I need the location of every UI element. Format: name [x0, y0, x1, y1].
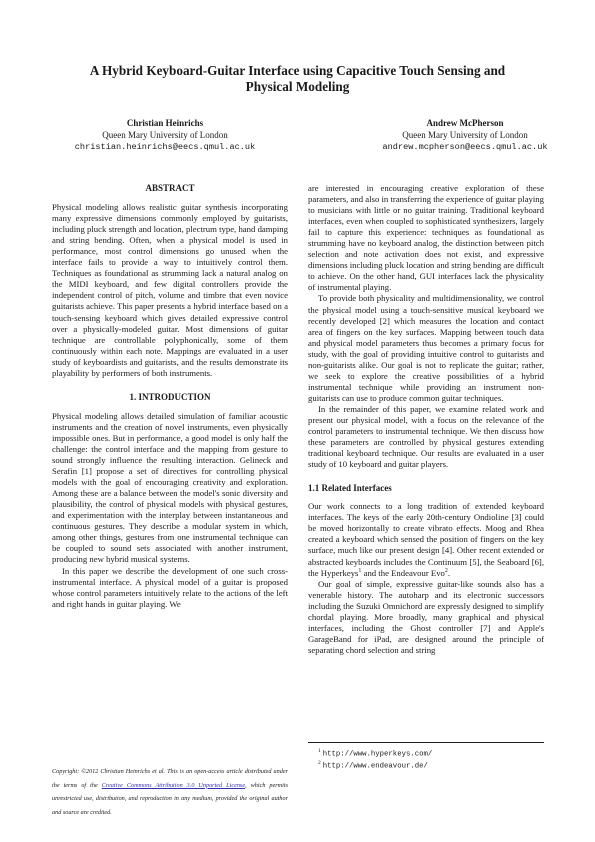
author-name: Christian Heinrichs — [126, 118, 204, 128]
footnote-1 — [308, 747, 544, 759]
intro-paragraph-4: In the remainder of this paper, we examine related work and present our physical model, with a focus on the relevance of the control parameters to instrumental technique. We then discuss how these parameters are controlled by physical gestures extending traditional keyboard technique. Our results are evaluated in a user study of 10 keyboard and guitar players. — [308, 403, 544, 470]
footnotes — [308, 742, 544, 772]
copyright-notice — [52, 765, 288, 819]
author-block-2 — [350, 117, 580, 153]
footnote-mark: 2 — [318, 760, 321, 767]
author-block-1 — [52, 117, 278, 153]
footnote-url[interactable]: http://www.endeavour.de/ — [322, 762, 428, 771]
introduction-heading: 1. INTRODUCTION — [129, 391, 211, 402]
abstract-heading: ABSTRACT — [145, 183, 195, 193]
related-text-a: Our work connects to a long tradition of extended keyboard interfaces. The keys of the early 20th-century Ondioline [3] could be moved horizontally to create vibrato effects. Moog and Rhea created a keyboard which sensed the position of fingers on the key surface, much like our present design [4]. Other recent extended or abstracted keyboards includes the Continuum [5], the Seaboard [6], the Hyperkeys — [308, 501, 544, 578]
left-column — [52, 183, 288, 610]
related-text-b: and the Endeavour Evo — [361, 567, 445, 578]
abstract-text: Physical modeling allows realistic guitar synthesis incorporating many expressive dimensions commonly employed by guitarists, including pluck strength and location, plectrum type, hand damping and string bending. Often, when a physical model is used in performance, most control dimensions go unused when the interface fails to provide a way to intuitively control them. Techniques as foundational as strumming lack a natural analog on the MIDI keyboard, and few digital controllers provide the independent control of pitch, volume and timbre that even novice guitarists achieve. This paper presents a hybrid interface based on a touch-sensing keyboard which gives detailed expressive control over a physically-modeled guitar. Most dimensions of guitar technique are controllable polyphonically, some of them continuously within each note. Mappings are evaluated in a user study of keyboardists and guitarists, and the results demonstrate its playability by performers of both instruments. — [52, 202, 288, 378]
license-link[interactable]: Creative Commons Attribution 3.0 Unported License — [101, 781, 246, 789]
intro-paragraph-2: In this paper we describe the development of one such cross-instrumental interface. A physical model of a guitar is proposed whose control parameters intuitively relate to the actions of the left and right hands in guitar playing. We — [52, 565, 288, 609]
intro-paragraph-3: To provide both physicality and multidimensionality, we control the physical model using a touch-sensitive musical keyboard we recently developed [2] which measures the location and contact area of fingers on the key surfaces. Mapping between touch data and physical model parameters thus becomes a primary focus for study, with the goal of providing intuitive control to guitarists and non-guitarists alike. Our goal is not to replicate the guitar; rather, we seek to explore the creative possibilities of a hybrid instrumental technique while providing an instrument non-guitarists can use to produce common guitar techniques. — [308, 293, 544, 403]
intro-paragraph-2-continued: are interested in encouraging creative exploration of these parameters, and also in transferring the experience of guitar playing to musicians with little or no guitar training. Traditional keyboard interfaces, even when coupled to sophisticated synthesizers, largely fail to capture this experience: techniques as foundational as strumming have no keyboard analog, the distinction between pitch selection and note activation does not exist, and expressive dimensions including pluck location and string bending are difficult to achieve. On the other hand, GUI interfaces lack the physicality of instrumental playing. — [308, 183, 544, 293]
right-column — [308, 183, 544, 656]
paper-title — [60, 63, 535, 95]
author-email[interactable]: christian.heinrichs@eecs.qmul.ac.uk — [74, 142, 256, 152]
footnote-mark: 1 — [318, 748, 321, 754]
copyright-text-a: Copyright: ©2012 Christian Heinrichs et al. This is an open-access article distributed under the terms of the — [52, 768, 288, 789]
author-affiliation: Queen Mary University of London — [102, 130, 228, 140]
author-email[interactable]: andrew.mcpherson@eecs.qmul.ac.uk — [382, 142, 548, 152]
related-paragraph-2: Our goal of simple, expressive guitar-like sounds also has a venerable history. The autoharp and its electronic successors including the Suzuki Omnichord are expressly designed to simplify chordal playing. More broadly, many graphical and physical interfaces, including the Ghost controller [7] and Apple's GarageBand for iPad, are designed around the principle of separating chord selection and string — [308, 578, 544, 655]
copyright-text-b: , which permits unrestricted use, distribution, and reproduction in any medium, provided the original author and source are credited. — [52, 781, 288, 816]
footnote-ref-1[interactable]: 1 — [358, 567, 362, 574]
related-interfaces-heading: 1.1 Related Interfaces — [308, 483, 392, 494]
intro-paragraph-1: Physical modeling allows detailed simulation of familiar acoustic instruments and the creation of novel instruments, even physically impossible ones. But in performance, a good model is only half the challenge: the control interface and the mapping from gesture to sound strongly influence the resulting interaction. Gelineck and Serafin [1] propose a set of directives for controlling physical models with the goal of encouraging creativity and exploration. Among these are a balance between the model's sonic diversity and plausibility, the control of physical models with physical gestures, and experimentation with the interplay between instantaneous and continuous gestures. They describe a modular system in which, among other things, gestures from one instrumental technique can be coupled to sound sets associated with another instrument, producing new hybrid musical systems. — [52, 410, 288, 565]
footnote-ref-2[interactable]: 2 — [444, 567, 448, 574]
author-name: Andrew McPherson — [426, 118, 504, 128]
author-affiliation: Queen Mary University of London — [402, 130, 528, 140]
title-line-1: A Hybrid Keyboard-Guitar Interface using Capacitive Touch Sensing and — [89, 63, 506, 78]
related-paragraph-1: Our work connects to a long tradition of extended keyboard interfaces. The keys of the early 20th-century Ondioline [3] could be moved horizontally to create vibrato effects. Moog and Rhea created a keyboard which sensed the position of fingers on the key surface, much like our present design [4]. Other recent extended or abstracted keyboards includes the Continuum [5], the Seaboard [6], the Hyperkeys$^1$ and the Endeavour Evo$^2$. — [308, 501, 544, 578]
footnote-2 — [308, 759, 544, 771]
title-line-2: Physical Modeling — [245, 79, 350, 94]
footnote-url[interactable]: http://www.hyperkeys.com/ — [322, 750, 433, 759]
